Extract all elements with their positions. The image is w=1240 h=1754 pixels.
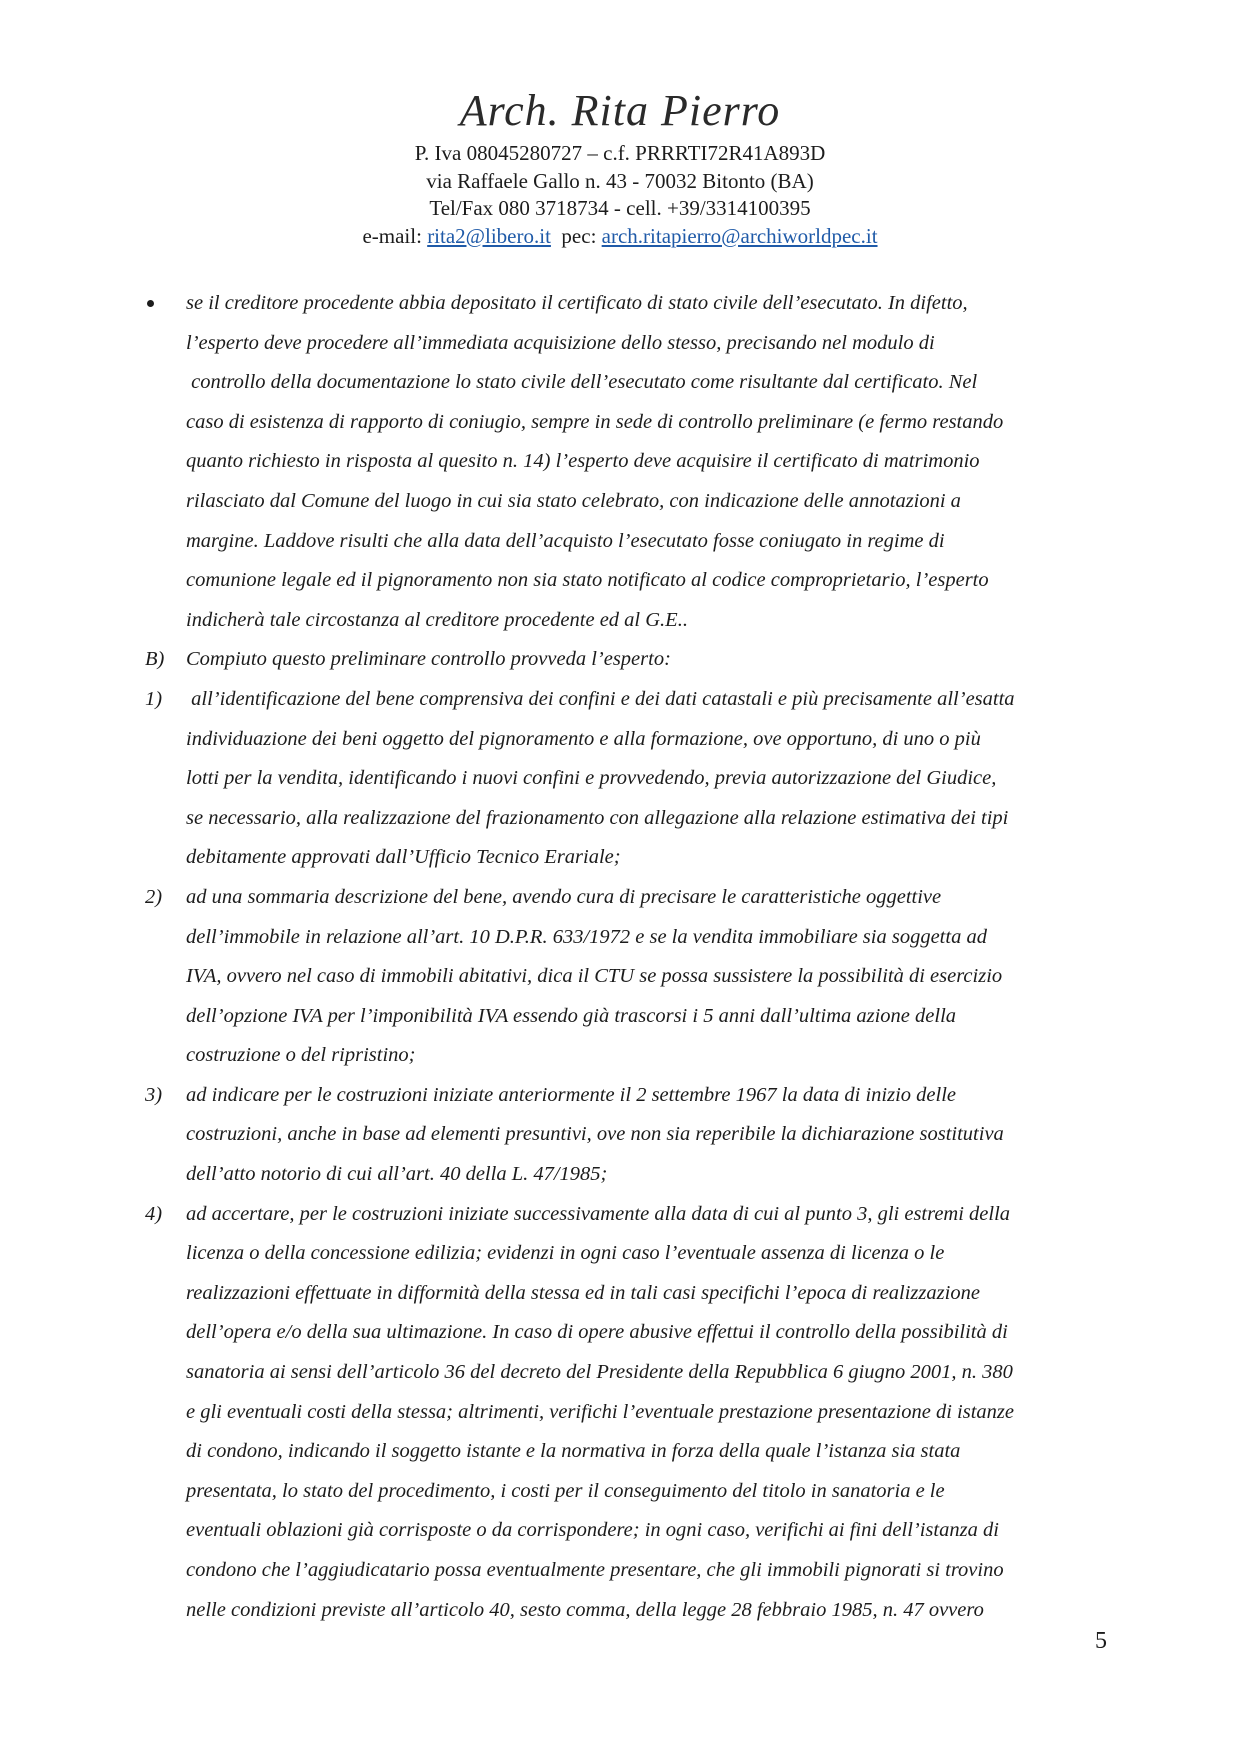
text-line: costruzioni, anche in base ad elementi presuntivi, ove non sia reperibile la dichiarazione sostitutiva xyxy=(186,1123,1004,1146)
text-line: caso di esistenza di rapporto di coniugio, sempre in sede di controllo preliminare (e fermo restando xyxy=(186,410,1004,433)
list-item xyxy=(0,1076,1240,1195)
address: via Raffaele Gallo n. 43 - 70032 Bitonto (BA) xyxy=(426,168,814,193)
item-marker: 4) xyxy=(145,1202,163,1225)
email-label: e-mail: xyxy=(362,223,422,248)
list-item xyxy=(0,1195,1240,1631)
text-line: debitamente approvati dall’Ufficio Tecnico Erariale; xyxy=(186,846,621,869)
item-marker: 3) xyxy=(145,1083,163,1106)
text-line: costruzione o del ripristino; xyxy=(186,1044,416,1067)
list-item xyxy=(0,878,1240,1076)
text-line: all’identificazione del bene comprensiva dei confini e dei dati catastali e più precisamente all’esatta xyxy=(186,687,1015,710)
text-line: condono che l’aggiudicatario possa eventualmente presentare, che gli immobili pignorati si trovino xyxy=(186,1559,1004,1581)
phone-numbers: Tel/Fax 080 3718734 - cell. +39/3314100395 xyxy=(429,196,811,220)
text-line: di condono, indicando il soggetto istante e la normativa in forza della quale l’istanza sia stata xyxy=(186,1440,961,1463)
text-line: ad una sommaria descrizione del bene, avendo cura di precisare le caratteristiche oggettive xyxy=(186,885,942,908)
text-line: eventuali oblazioni già corrisposte o da corrispondere; in ogni caso, verifichi ai fini dell’istanza di xyxy=(186,1519,999,1542)
text-line: rilasciato dal Comune del luogo in cui sia stato celebrato, con indicazione delle annotazioni a xyxy=(186,489,961,512)
text-line: margine. Laddove risulti che alla data dell’acquisto l’esecutato fosse coniugato in regime di xyxy=(186,529,945,552)
pec-link[interactable]: arch.ritapierro@archiworldpec.it xyxy=(601,223,878,248)
text-line: sanatoria ai sensi dell’articolo 36 del decreto del Presidente della Repubblica 6 giugno 2001, n. 380 xyxy=(186,1361,1013,1384)
text-line: licenza o della concessione edilizia; evidenzi in ogni caso l’eventuale assenza di licenza o le xyxy=(186,1242,945,1265)
vat-tax-code: P. Iva 08045280727 – c.f. PRRRTI72R41A893D xyxy=(414,141,826,165)
architect-name: Arch. Rita Pierro xyxy=(459,86,781,135)
letterhead xyxy=(0,82,1240,250)
page-number: 5 xyxy=(1095,1628,1107,1654)
text-line: ad indicare per le costruzioni iniziate anteriormente il 2 settembre 1967 la data di inizio delle xyxy=(186,1083,956,1106)
list-item xyxy=(0,284,1240,640)
text-line: presentata, lo stato del procedimento, i costi per il conseguimento del titolo in sanatoria e le xyxy=(186,1479,945,1502)
text-line: quanto richiesto in risposta al quesito n. 14) l’esperto deve acquisire il certificato di matrimonio xyxy=(186,450,980,473)
text-line: realizzazioni effettuate in difformità della stessa ed in tali casi specifichi l’epoca di realizzazione xyxy=(186,1281,980,1304)
item-marker: 2) xyxy=(145,885,163,908)
text-line: se necessario, alla realizzazione del frazionamento con allegazione alla relazione estimativa dei tipi xyxy=(186,806,1009,829)
text-line: se il creditore procedente abbia depositato il certificato di stato civile dell’esecutato. In difetto, xyxy=(186,292,968,314)
text-line: l’esperto deve procedere all’immediata acquisizione dello stesso, precisando nel modulo di xyxy=(186,331,935,354)
text-line: individuazione dei beni oggetto del pignoramento e alla formazione, ove opportuno, di uno o più xyxy=(186,727,981,750)
text-line: dell’atto notorio di cui all’art. 40 della L. 47/1985; xyxy=(186,1163,608,1186)
text-line: controllo della documentazione lo stato civile dell’esecutato come risultante dal certificato. Nel xyxy=(186,371,978,394)
text-line: ad accertare, per le costruzioni iniziate successivamente alla data di cui al punto 3, gli estremi della xyxy=(186,1202,1011,1225)
document-body xyxy=(0,284,1240,1630)
text-line: dell’opera e/o della sua ultimazione. In caso di opere abusive effettui il controllo della possibilità di xyxy=(186,1321,1008,1344)
text-line: lotti per la vendita, identificando i nuovi confini e provvedendo, previa autorizzazione del Giudice, xyxy=(186,767,997,790)
text-line: indicherà tale circostanza al creditore procedente ed al G.E.. xyxy=(186,608,688,631)
item-marker: B) xyxy=(145,648,165,671)
pec-label: pec: xyxy=(561,223,597,248)
text-line: dell’immobile in relazione all’art. 10 D.P.R. 633/1972 e se la vendita immobiliare sia soggetta ad xyxy=(186,925,987,948)
contact-emails xyxy=(0,223,1240,251)
text-line: comunione legale ed il pignoramento non sia stato notificato al codice comproprietario, l’esperto xyxy=(186,569,989,592)
list-item xyxy=(0,640,1240,680)
text-line: dell’opzione IVA per l’imponibilità IVA essendo già trascorsi i 5 anni dall’ultima azione della xyxy=(186,1004,957,1027)
text-line: nelle condizioni previste all’articolo 40, sesto comma, della legge 28 febbraio 1985, n. 47 ovvero xyxy=(186,1598,984,1621)
bullet-icon xyxy=(147,300,154,307)
text-line: IVA, ovvero nel caso di immobili abitativi, dica il CTU se possa sussistere la possibilità di esercizio xyxy=(186,965,1003,988)
text-line: e gli eventuali costi della stessa; altrimenti, verifichi l’eventuale prestazione presentazione di istanze xyxy=(186,1400,1014,1423)
email-link[interactable]: rita2@libero.it xyxy=(427,223,551,248)
text-line: Compiuto questo preliminare controllo provveda l’esperto: xyxy=(186,648,671,671)
item-marker: 1) xyxy=(145,687,163,710)
list-item xyxy=(0,680,1240,878)
